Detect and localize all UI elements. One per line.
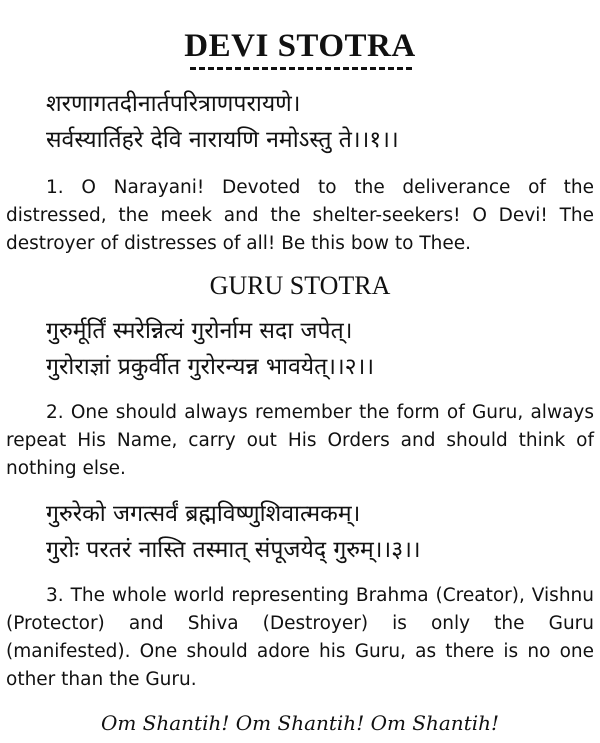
devi-verse-1 [46, 86, 586, 158]
guru-verse2-line-2: गुरोराज्ञां प्रकुर्वीत गुरोरन्यन्न भावयेत्।।२।। [46, 354, 375, 380]
guru-verse-2 [46, 313, 586, 385]
devi-verse-line-2: सर्वस्यार्तिहरे देवि नारायणि नमोऽस्तु ते।।१।। [46, 127, 399, 153]
devi-verse-line-1: शरणागतदीनार्तपरित्राणपरायणे। [46, 91, 301, 117]
title-dashed-underline [190, 67, 412, 70]
devi-stotra-title: DEVI STOTRA [184, 28, 416, 64]
devi-translation: 1. O Narayani! Devoted to the deliverance of the distressed, the meek and the shelter-seekers! O Devi! The destroyer of distresses of all! Be this bow to Thee. [6, 177, 594, 254]
guru-translation-2: 2. One should always remember the form of Guru, always repeat His Name, carry out His Orders and should think of nothing else. [6, 402, 594, 479]
guru-verse-3 [46, 496, 586, 568]
guru-verse3-line-1: गुरुरेको जगत्सर्वं ब्रह्मविष्णुशिवात्मकम्। [46, 501, 361, 527]
guru-stotra-title: GURU STOTRA [209, 271, 391, 300]
guru-verse2-line-1: गुरुर्मूर्तिं स्मरेन्नित्यं गुरोर्नाम सदा जपेत्। [46, 318, 353, 344]
closing-line: Om Shantih! Om Shantih! Om Shantih! [100, 711, 500, 735]
guru-verse3-line-2: गुरोः परतरं नास्ति तस्मात् संपूजयेद् गुरुम्।।३।। [46, 537, 421, 563]
guru-translation-3: 3. The whole world representing Brahma (Creator), Vishnu (Protector) and Shiva (Destroyer) is only the Guru (manifested). One should adore his Guru, as there is no one other than the Guru. [6, 585, 594, 690]
